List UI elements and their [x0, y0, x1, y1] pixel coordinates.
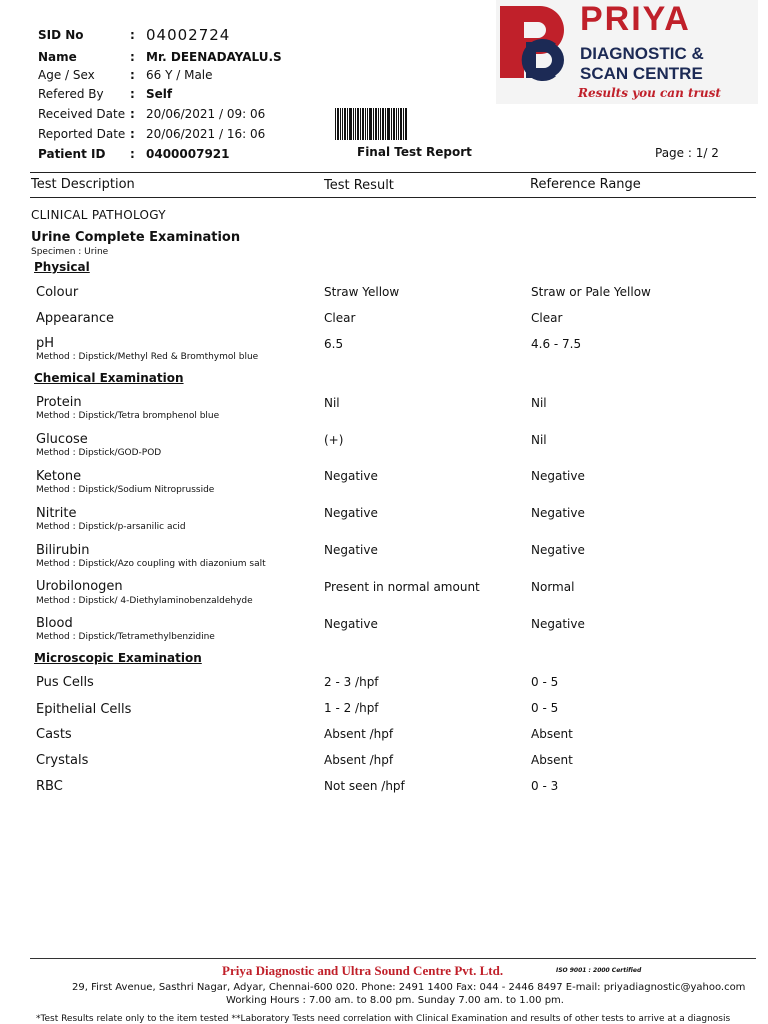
test-name: Appearance [36, 311, 115, 326]
test-result: Not seen /hpf [324, 779, 405, 793]
refered-by-label: Refered By [38, 87, 104, 101]
test-name: Colour [36, 285, 79, 300]
reference-range: Negative [531, 469, 585, 483]
colon: : [130, 28, 135, 42]
test-name: Epithelial Cells [36, 702, 132, 717]
footer-hours: Working Hours : 7.00 am. to 8.00 pm. Sunday 7.00 am. to 1.00 pm. [226, 995, 564, 1006]
received-date-label: Received Date [38, 107, 126, 121]
colon: : [130, 87, 135, 101]
test-name: Crystals [36, 753, 89, 768]
reference-range: Absent [531, 727, 573, 741]
logo-tagline: Results you can trust [578, 86, 721, 100]
reference-range: Straw or Pale Yellow [531, 285, 651, 299]
reference-range: 0 - 5 [531, 701, 559, 715]
logo-line3: SCAN CENTRE [580, 64, 703, 83]
footer-company: Priya Diagnostic and Ultra Sound Centre Pvt. Ltd. [222, 963, 504, 978]
test-result: Straw Yellow [324, 285, 400, 299]
test-result: Negative [324, 506, 378, 520]
col-test-description: Test Description [31, 177, 135, 192]
reference-range: Nil [531, 433, 547, 447]
group-physical: Physical [34, 260, 90, 274]
reference-range: 0 - 5 [531, 675, 559, 689]
reference-range: 4.6 - 7.5 [531, 337, 582, 351]
header-rule-top [30, 172, 756, 173]
patient-id-value: 0400007921 [146, 147, 230, 161]
reference-range: Negative [531, 506, 585, 520]
test-result: Clear [324, 311, 356, 325]
test-name: Blood [36, 616, 73, 631]
test-name: Casts [36, 727, 72, 742]
barcode-graphic [335, 108, 407, 140]
test-result: Nil [324, 396, 340, 410]
specimen: Specimen : Urine [31, 247, 109, 257]
footer-note: *Test Results relate only to the item tested **Laboratory Tests need correlation with Clinical Examination and results of other tests to arrive at a diagnosis [36, 1014, 731, 1024]
test-name: Urobilonogen [36, 579, 123, 594]
test-result: 1 - 2 /hpf [324, 701, 379, 715]
test-result: Present in normal amount [324, 580, 480, 594]
test-method: Method : Dipstick/Tetra bromphenol blue [36, 411, 220, 421]
refered-by-value: Self [146, 87, 173, 101]
test-name: pH [36, 336, 55, 351]
col-test-result: Test Result [324, 178, 394, 193]
colon: : [130, 147, 135, 161]
reference-range: Normal [531, 580, 575, 594]
test-name: Pus Cells [36, 675, 94, 690]
footer-iso: ISO 9001 : 2000 Certified [556, 967, 642, 974]
test-method: Method : Dipstick/Methyl Red & Bromthymol blue [36, 352, 259, 362]
test-name: Nitrite [36, 506, 77, 521]
reference-range: Negative [531, 543, 585, 557]
test-result: Negative [324, 617, 378, 631]
name-label: Name [38, 50, 77, 64]
sid-label: SID No [38, 28, 84, 42]
test-method: Method : Dipstick/Tetramethylbenzidine [36, 632, 215, 642]
test-result: Negative [324, 469, 378, 483]
reference-range: Nil [531, 396, 547, 410]
col-reference-range: Reference Range [530, 177, 641, 192]
sid-value: 04002724 [146, 26, 231, 44]
test-method: Method : Dipstick/ 4-Diethylaminobenzaldehyde [36, 596, 253, 606]
panel-title: Urine Complete Examination [31, 230, 241, 245]
age-sex-label: Age / Sex [38, 68, 95, 82]
test-method: Method : Dipstick/Sodium Nitroprusside [36, 485, 215, 495]
test-name: Glucose [36, 432, 88, 447]
test-method: Method : Dipstick/p-arsanilic acid [36, 522, 186, 532]
received-date-value: 20/06/2021 / 09: 06 [146, 107, 266, 121]
test-name: Bilirubin [36, 543, 90, 558]
test-name: Protein [36, 395, 82, 410]
barcode [335, 108, 407, 140]
name-value: Mr. DEENADAYALU.S [146, 50, 282, 64]
report-title: Final Test Report [357, 145, 472, 159]
test-result: Absent /hpf [324, 727, 394, 741]
test-method: Method : Dipstick/GOD-POD [36, 448, 162, 458]
test-result: Absent /hpf [324, 753, 394, 767]
reference-range: Absent [531, 753, 573, 767]
reported-date-label: Reported Date [38, 127, 126, 141]
colon: : [130, 68, 135, 82]
reported-date-value: 20/06/2021 / 16: 06 [146, 127, 266, 141]
colon: : [130, 107, 135, 121]
pdc-monogram-icon [496, 2, 572, 82]
reference-range: Clear [531, 311, 563, 325]
footer-rule [30, 958, 756, 959]
colon: : [130, 50, 135, 64]
logo-line2: DIAGNOSTIC & [580, 44, 704, 63]
test-result: 6.5 [324, 337, 344, 351]
test-result: (+) [324, 433, 344, 447]
page-number: Page : 1/ 2 [655, 146, 719, 160]
test-name: Ketone [36, 469, 82, 484]
header-rule-bottom [30, 197, 756, 198]
patient-id-label: Patient ID [38, 147, 106, 161]
reference-range: Negative [531, 617, 585, 631]
footer-address: 29, First Avenue, Sasthri Nagar, Adyar, Chennai-600 020. Phone: 2491 1400 Fax: 044 - 2446 8497 E-mail: priyadiagnostic@yahoo.com [72, 982, 746, 993]
test-method: Method : Dipstick/Azo coupling with diazonium salt [36, 559, 266, 569]
group-chemical: Chemical Examination [34, 371, 184, 385]
colon: : [130, 127, 135, 141]
test-name: RBC [36, 779, 63, 794]
lab-logo [496, 0, 758, 104]
logo-line1: PRIYA [580, 0, 691, 38]
age-sex-value: 66 Y / Male [146, 68, 213, 82]
group-microscopic: Microscopic Examination [34, 651, 202, 665]
section-title: CLINICAL PATHOLOGY [31, 208, 166, 222]
test-result: Negative [324, 543, 378, 557]
test-result: 2 - 3 /hpf [324, 675, 379, 689]
reference-range: 0 - 3 [531, 779, 559, 793]
